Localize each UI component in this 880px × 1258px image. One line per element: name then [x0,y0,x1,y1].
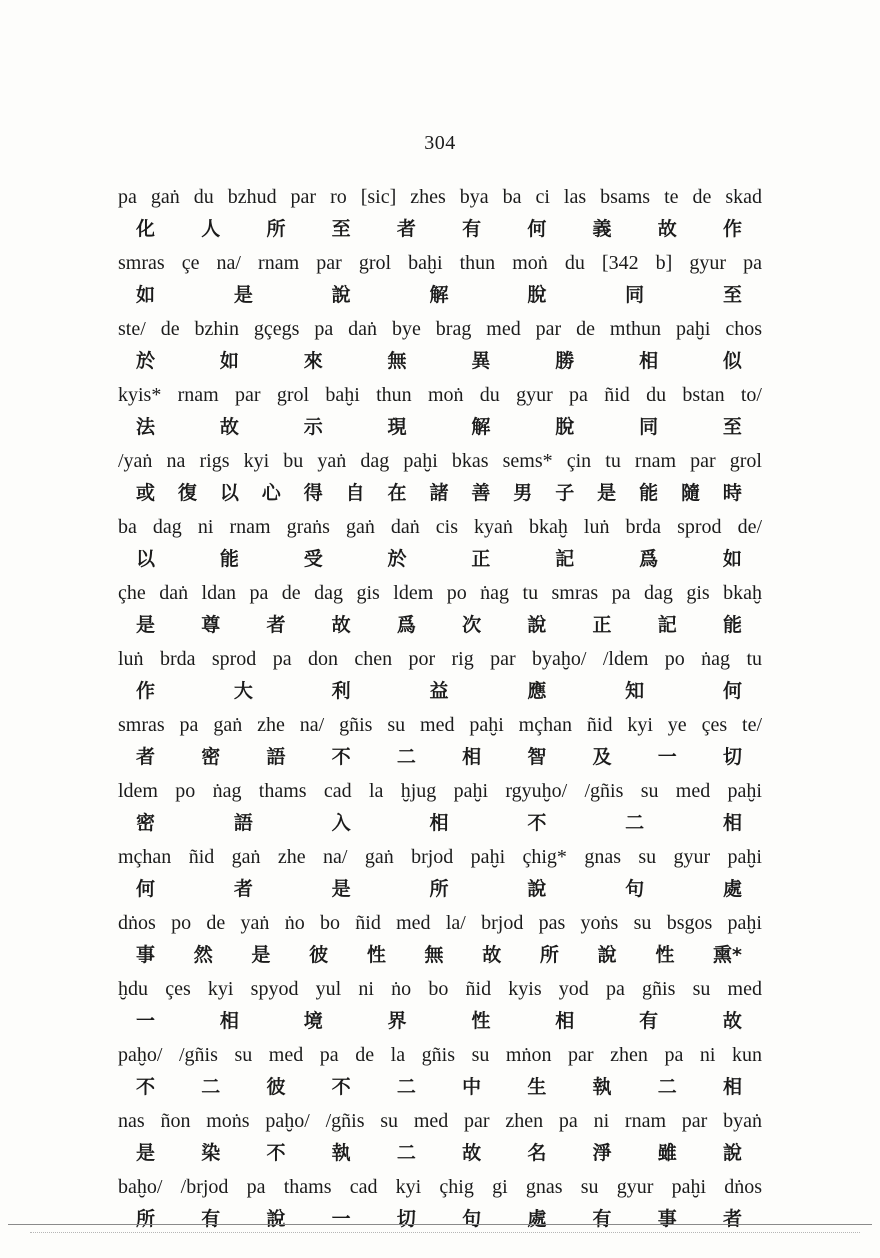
chinese-gloss-line [136,1072,742,1102]
chinese-character: 是 [331,878,351,900]
tibetan-transliteration-line: ldem po ṅag thams cad la ḫjug paḫi rgyuḫo/ /gñis su med paḫi [118,780,762,802]
chinese-character: 句 [625,878,645,900]
chinese-character: 不 [527,812,547,834]
chinese-character: 一 [136,1010,156,1032]
tibetan-transliteration-line: çhe daṅ ldan pa de dag gis ldem po ṅag tu smras pa dag gis bkaḫ [118,582,762,604]
interlinear-line-pair [118,644,762,710]
chinese-gloss-line [136,280,742,310]
chinese-character: 執 [592,1076,612,1098]
chinese-character: 二 [396,1142,416,1164]
chinese-character: 解 [471,416,491,438]
tibetan-transliteration-line: /yaṅ na rigs kyi bu yaṅ dag paḫi bkas sems* çin tu rnam par grol [118,450,762,472]
tibetan-transliteration-line: dṅos po de yaṅ ṅo bo ñid med la/ brjod pas yoṅs su bsgos paḫi [118,912,762,934]
chinese-character: 化 [136,218,156,240]
chinese-character: 次 [462,614,482,636]
chinese-character: 是 [233,284,253,306]
chinese-gloss-line [136,346,742,376]
chinese-character: 爲 [396,614,416,636]
chinese-character: 有 [462,218,482,240]
chinese-character: 如 [136,284,156,306]
chinese-character: 以 [136,548,156,570]
chinese-character: 然 [193,944,213,966]
chinese-character: 何 [722,680,742,702]
chinese-character: 何 [136,878,156,900]
chinese-gloss-line [136,1138,742,1168]
tibetan-transliteration-line: smras çe na/ rnam par grol baḫi thun moṅ du [342 b] gyur pa [118,252,762,274]
chinese-character: 密 [136,812,156,834]
chinese-character: 二 [396,1076,416,1098]
interlinear-line-pair [118,314,762,380]
tibetan-transliteration-line: nas ñon moṅs paḫo/ /gñis su med par zhen pa ni rnam par byaṅ [118,1110,762,1132]
chinese-character: 利 [331,680,351,702]
interlinear-line-pair [118,380,762,446]
chinese-character: 說 [527,878,547,900]
chinese-character: 時 [722,482,742,504]
chinese-character: 所 [539,944,559,966]
chinese-character: 爲 [639,548,659,570]
chinese-character: 不 [331,746,351,768]
chinese-gloss-line [136,478,742,508]
chinese-character: 是 [251,944,271,966]
chinese-character: 在 [387,482,407,504]
chinese-character: 示 [303,416,323,438]
chinese-character: 彼 [266,1076,286,1098]
interlinear-line-pair [118,776,762,842]
chinese-character: 至 [722,416,742,438]
chinese-character: 有 [639,1010,659,1032]
chinese-character: 者 [266,614,286,636]
chinese-character: 是 [597,482,617,504]
chinese-character: 相 [722,1076,742,1098]
tibetan-transliteration-line: mçhan ñid gaṅ zhe na/ gaṅ brjod paḫi çhig* gnas su gyur paḫi [118,846,762,868]
chinese-character: 相 [555,1010,575,1032]
chinese-character: 脫 [527,284,547,306]
chinese-character: 來 [303,350,323,372]
chinese-character: 性 [655,944,675,966]
chinese-character: 諸 [429,482,449,504]
chinese-character: 境 [303,1010,323,1032]
tibetan-transliteration-line: baḫo/ /brjod pa thams cad kyi çhig gi gnas su gyur paḫi dṅos [118,1176,762,1198]
chinese-character: 故 [482,944,502,966]
chinese-character: 二 [657,1076,677,1098]
chinese-gloss-line [136,610,742,640]
chinese-character: 解 [429,284,449,306]
chinese-character: 故 [219,416,239,438]
chinese-character: 應 [527,680,547,702]
chinese-character: 正 [592,614,612,636]
chinese-character: 益 [429,680,449,702]
chinese-character: 熏* [713,944,742,966]
chinese-gloss-line [136,214,742,244]
chinese-character: 心 [261,482,281,504]
chinese-character: 故 [722,1010,742,1032]
chinese-gloss-line [136,742,742,772]
chinese-character: 復 [177,482,197,504]
chinese-character: 異 [471,350,491,372]
interlinear-line-pair [118,908,762,974]
chinese-gloss-line [136,412,742,442]
chinese-character: 智 [527,746,547,768]
chinese-character: 切 [722,746,742,768]
chinese-character: 者 [233,878,253,900]
chinese-character: 說 [331,284,351,306]
chinese-character: 能 [722,614,742,636]
chinese-character: 同 [639,416,659,438]
chinese-character: 記 [657,614,677,636]
chinese-character: 於 [387,548,407,570]
chinese-character: 相 [722,812,742,834]
chinese-character: 執 [331,1142,351,1164]
chinese-character: 自 [345,482,365,504]
chinese-character: 知 [625,680,645,702]
chinese-character: 人 [201,218,221,240]
chinese-character: 似 [722,350,742,372]
tibetan-transliteration-line: smras pa gaṅ zhe na/ gñis su med paḫi mçhan ñid kyi ye çes te/ [118,714,762,736]
chinese-character: 語 [233,812,253,834]
interlinear-line-pair [118,842,762,908]
chinese-character: 是 [136,1142,156,1164]
chinese-character: 入 [331,812,351,834]
chinese-character: 說 [266,1208,286,1230]
chinese-character: 不 [266,1142,286,1164]
chinese-character: 界 [387,1010,407,1032]
chinese-character: 以 [219,482,239,504]
chinese-gloss-line [136,1006,742,1036]
page-bottom-rule [8,1224,872,1225]
page-bottom-rule-faint [30,1232,860,1233]
chinese-character: 相 [462,746,482,768]
chinese-character: 何 [527,218,547,240]
interlinear-line-pair [118,974,762,1040]
interlinear-line-pair [118,512,762,578]
chinese-character: 至 [722,284,742,306]
chinese-character: 者 [396,218,416,240]
chinese-character: 一 [331,1208,351,1230]
chinese-character: 生 [527,1076,547,1098]
chinese-character: 尊 [201,614,221,636]
interlinear-text-block [118,182,762,1238]
tibetan-transliteration-line: paḫo/ /gñis su med pa de la gñis su mṅon par zhen pa ni kun [118,1044,762,1066]
interlinear-line-pair [118,1040,762,1106]
chinese-character: 隨 [680,482,700,504]
chinese-character: 作 [722,218,742,240]
chinese-character: 不 [136,1076,156,1098]
chinese-character: 脫 [555,416,575,438]
chinese-character: 無 [387,350,407,372]
chinese-character: 相 [639,350,659,372]
chinese-gloss-line [136,808,742,838]
interlinear-line-pair [118,248,762,314]
tibetan-transliteration-line: ba dag ni rnam graṅs gaṅ daṅ cis kyaṅ bkaḫ luṅ brda sprod de/ [118,516,762,538]
chinese-character: 故 [331,614,351,636]
chinese-character: 故 [657,218,677,240]
chinese-character: 故 [462,1142,482,1164]
chinese-character: 所 [266,218,286,240]
chinese-character: 一 [657,746,677,768]
chinese-character: 現 [387,416,407,438]
chinese-character: 男 [513,482,533,504]
chinese-character: 淨 [592,1142,612,1164]
chinese-character: 染 [201,1142,221,1164]
chinese-character: 雖 [657,1142,677,1164]
interlinear-line-pair [118,1172,762,1238]
interlinear-line-pair [118,710,762,776]
chinese-character: 有 [592,1208,612,1230]
chinese-character: 者 [136,746,156,768]
chinese-character: 有 [201,1208,221,1230]
chinese-character: 性 [471,1010,491,1032]
chinese-character: 二 [396,746,416,768]
chinese-character: 密 [201,746,221,768]
chinese-character: 二 [201,1076,221,1098]
chinese-character: 處 [527,1208,547,1230]
tibetan-transliteration-line: luṅ brda sprod pa don chen por rig par byaḫo/ /ldem po ṅag tu [118,648,762,670]
chinese-character: 至 [331,218,351,240]
interlinear-line-pair [118,578,762,644]
chinese-character: 於 [136,350,156,372]
chinese-character: 處 [722,878,742,900]
chinese-gloss-line [136,676,742,706]
chinese-character: 相 [219,1010,239,1032]
chinese-character: 性 [366,944,386,966]
chinese-gloss-line [136,874,742,904]
chinese-character: 如 [219,350,239,372]
chinese-character: 所 [136,1208,156,1230]
chinese-character: 說 [527,614,547,636]
chinese-character: 彼 [309,944,329,966]
tibetan-transliteration-line: pa gaṅ du bzhud par ro [sic] zhes bya ba ci las bsams te de skad [118,186,762,208]
chinese-character: 或 [136,482,156,504]
chinese-character: 如 [722,548,742,570]
chinese-character: 不 [331,1076,351,1098]
chinese-character: 切 [396,1208,416,1230]
chinese-character: 二 [625,812,645,834]
chinese-character: 善 [471,482,491,504]
chinese-gloss-line [136,544,742,574]
chinese-character: 義 [592,218,612,240]
chinese-character: 說 [722,1142,742,1164]
chinese-character: 名 [527,1142,547,1164]
chinese-character: 法 [136,416,156,438]
chinese-character: 所 [429,878,449,900]
chinese-character: 大 [233,680,253,702]
chinese-character: 無 [424,944,444,966]
tibetan-transliteration-line: ste/ de bzhin gçegs pa daṅ bye brag med par de mthun paḫi chos [118,318,762,340]
chinese-character: 勝 [555,350,575,372]
interlinear-line-pair [118,182,762,248]
chinese-character: 相 [429,812,449,834]
chinese-character: 事 [136,944,156,966]
chinese-character: 及 [592,746,612,768]
chinese-character: 能 [219,548,239,570]
tibetan-transliteration-line: kyis* rnam par grol baḫi thun moṅ du gyur pa ñid du bstan to/ [118,384,762,406]
chinese-character: 子 [555,482,575,504]
chinese-character: 正 [471,548,491,570]
chinese-character: 語 [266,746,286,768]
chinese-character: 中 [462,1076,482,1098]
chinese-gloss-line [136,1204,742,1234]
chinese-character: 受 [303,548,323,570]
chinese-character: 句 [462,1208,482,1230]
chinese-character: 事 [657,1208,677,1230]
chinese-gloss-line [136,940,742,970]
chinese-character: 作 [136,680,156,702]
chinese-character: 說 [597,944,617,966]
chinese-character: 同 [625,284,645,306]
chinese-character: 得 [303,482,323,504]
chinese-character: 者 [722,1208,742,1230]
chinese-character: 記 [555,548,575,570]
tibetan-transliteration-line: ḫdu çes kyi spyod yul ni ṅo bo ñid kyis yod pa gñis su med [118,978,762,1000]
interlinear-line-pair [118,1106,762,1172]
page-number: 304 [424,132,456,154]
chinese-character: 是 [136,614,156,636]
chinese-character: 能 [639,482,659,504]
interlinear-line-pair [118,446,762,512]
